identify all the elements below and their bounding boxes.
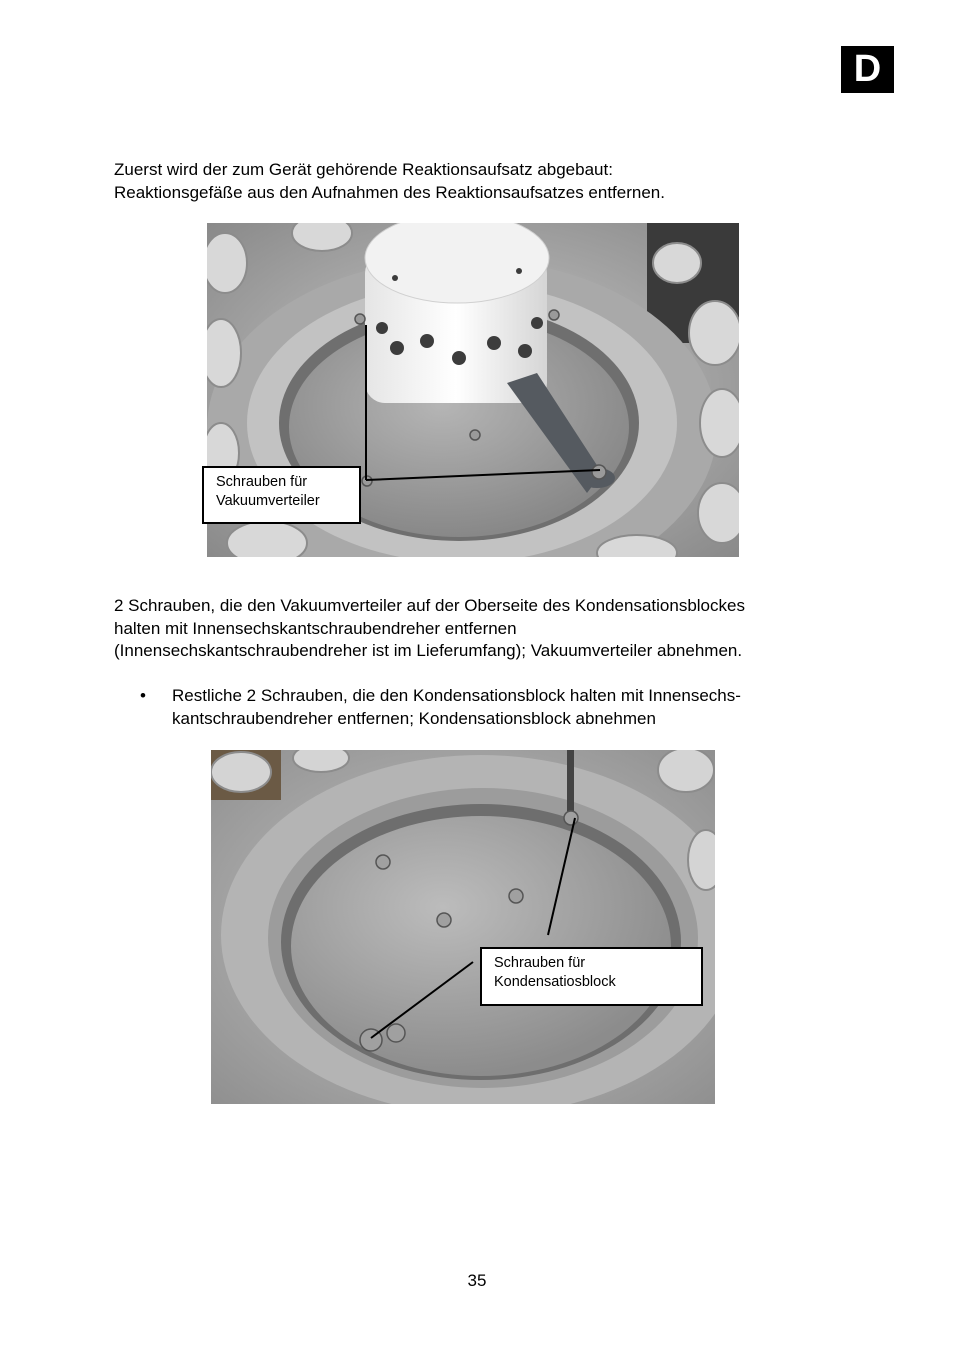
callout-condensation-block-screws [480, 947, 703, 1006]
language-badge: D [841, 46, 894, 93]
photo-condensation-block [211, 750, 715, 1104]
callout2-line-2: Kondensatiosblock [494, 974, 616, 990]
bullet-line-1: Restliche 2 Schrauben, die den Kondensationsblock halten mit Innensechs- [172, 686, 741, 705]
step2-line-3: (Innensechskantschraubendreher ist im Lieferumfang); Vakuumverteiler abnehmen. [114, 641, 743, 660]
page-number: 35 [467, 1271, 487, 1290]
step2-line-2: halten mit Innensechskantschraubendreher entfernen [114, 618, 517, 638]
intro-line-2: Reaktionsgefäße aus den Aufnahmen des Reaktionsaufsatzes entfernen. [114, 182, 665, 202]
callout1-line-1: Schrauben für [216, 474, 308, 490]
bullet-text [172, 685, 840, 730]
bullet-symbol: • [140, 686, 146, 705]
step2-paragraph [114, 595, 854, 663]
intro-paragraph [114, 159, 834, 204]
callout2-line-1: Schrauben für [494, 955, 586, 971]
step2-line-1: 2 Schrauben, die den Vakuumverteiler auf der Oberseite des Kondensationsblockes [114, 596, 745, 615]
callout-vacuum-distributor-screws [202, 466, 361, 524]
intro-line-1: Zuerst wird der zum Gerät gehörende Reaktionsaufsatz abgebaut: [114, 160, 613, 179]
callout1-line-2: Vakuumverteiler [216, 493, 320, 509]
bullet-line-2: kantschraubendreher entfernen; Kondensationsblock abnehmen [172, 708, 656, 728]
